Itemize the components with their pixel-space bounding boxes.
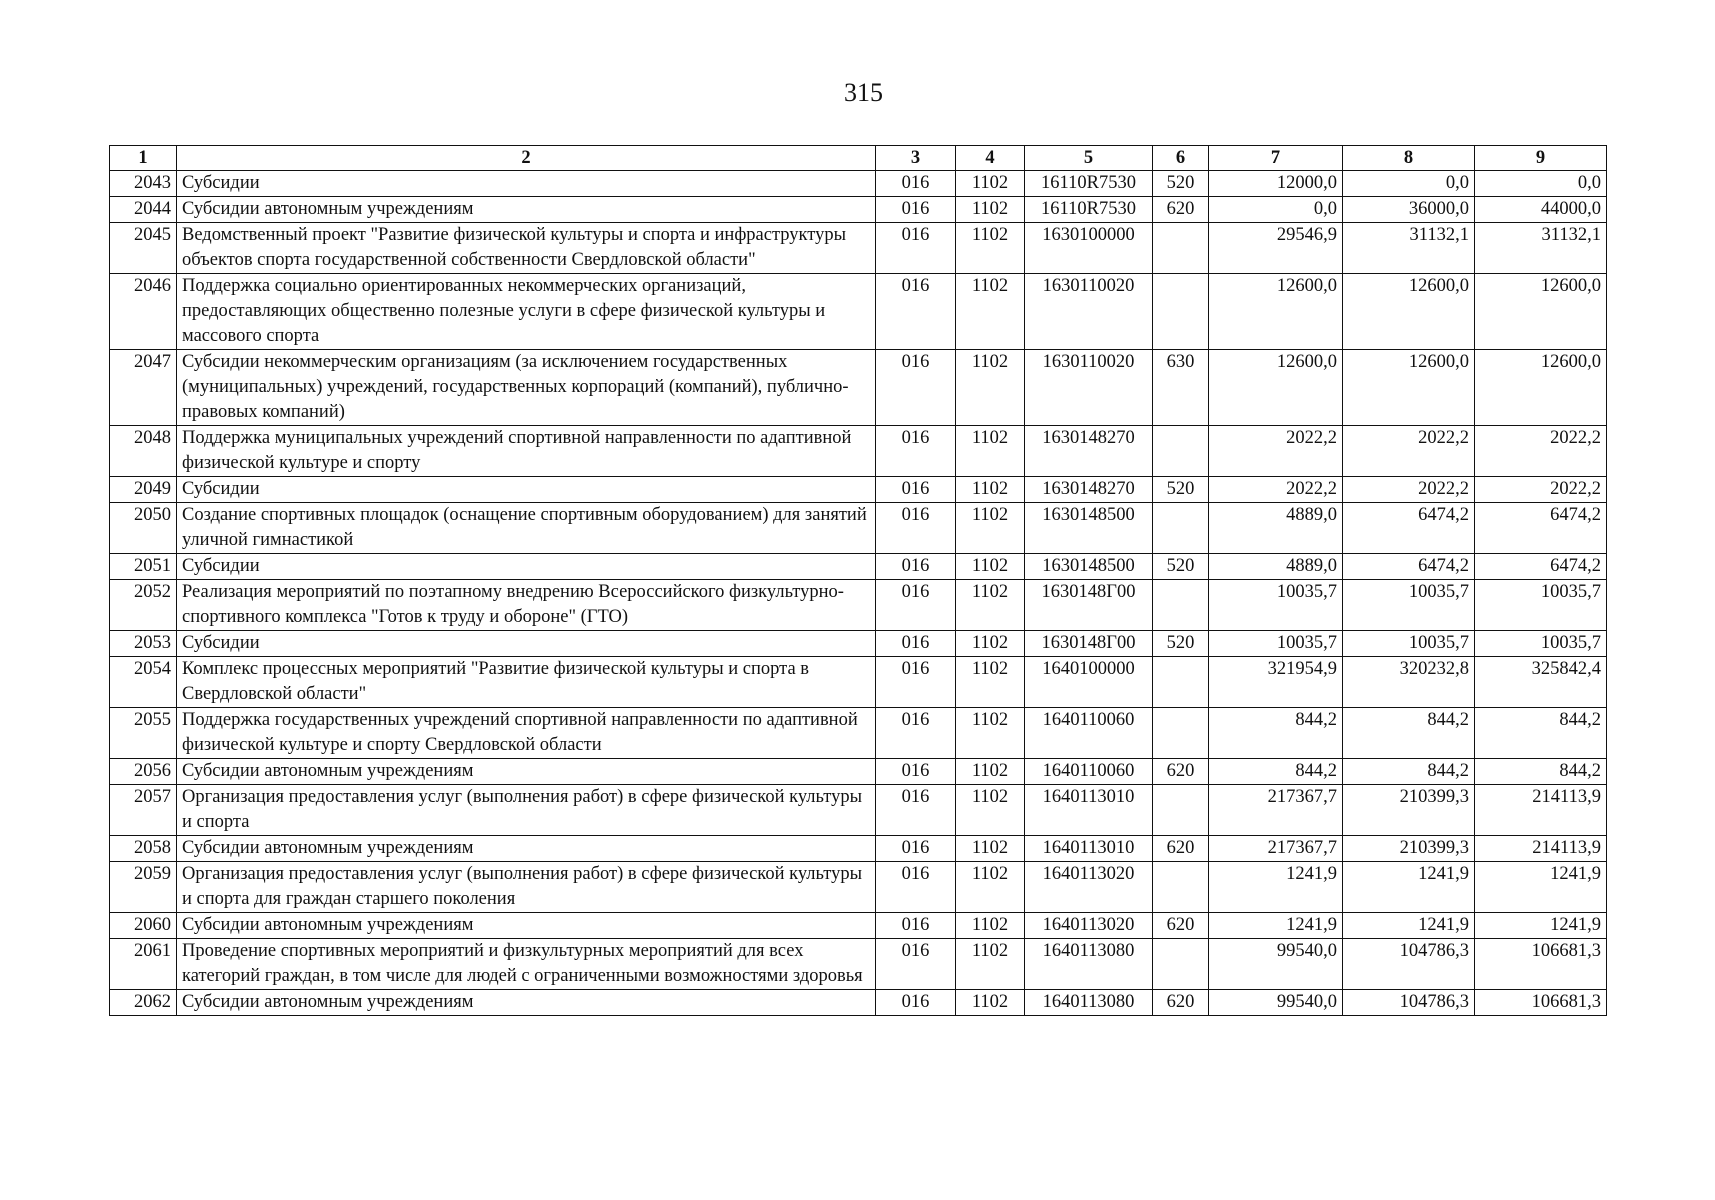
- cell-amount-9: 6474,2: [1475, 503, 1607, 554]
- cell-amount-8: 6474,2: [1343, 554, 1475, 580]
- cell-code-6: 520: [1153, 554, 1209, 580]
- column-header-6: 6: [1153, 146, 1209, 171]
- cell-code-4: 1102: [956, 759, 1025, 785]
- cell-amount-8: 2022,2: [1343, 426, 1475, 477]
- row-number: 2055: [110, 708, 177, 759]
- cell-amount-7: 321954,9: [1209, 657, 1343, 708]
- cell-code-4: 1102: [956, 554, 1025, 580]
- cell-code-3: 016: [876, 223, 956, 274]
- cell-amount-7: 10035,7: [1209, 631, 1343, 657]
- cell-code-3: 016: [876, 836, 956, 862]
- cell-amount-8: 844,2: [1343, 759, 1475, 785]
- table-row: [110, 990, 1607, 1016]
- cell-code-5: 1640113020: [1025, 862, 1153, 913]
- row-number: 2059: [110, 862, 177, 913]
- page-number: 315: [844, 78, 883, 107]
- cell-code-4: 1102: [956, 197, 1025, 223]
- cell-code-5: 1630110020: [1025, 274, 1153, 350]
- cell-code-6: [1153, 939, 1209, 990]
- cell-code-5: 16110R7530: [1025, 197, 1153, 223]
- cell-amount-7: 99540,0: [1209, 990, 1343, 1016]
- cell-code-4: 1102: [956, 631, 1025, 657]
- row-number: 2061: [110, 939, 177, 990]
- cell-amount-7: 1241,9: [1209, 862, 1343, 913]
- table-row: [110, 554, 1607, 580]
- cell-amount-9: 44000,0: [1475, 197, 1607, 223]
- row-number: 2048: [110, 426, 177, 477]
- table-row: [110, 708, 1607, 759]
- cell-code-5: 1630148Г00: [1025, 580, 1153, 631]
- cell-code-3: 016: [876, 274, 956, 350]
- row-number: 2054: [110, 657, 177, 708]
- column-header-3: 3: [876, 146, 956, 171]
- cell-code-3: 016: [876, 708, 956, 759]
- row-name: Субсидии автономным учреждениям: [177, 759, 876, 785]
- cell-amount-7: 99540,0: [1209, 939, 1343, 990]
- cell-code-6: 620: [1153, 197, 1209, 223]
- cell-code-6: [1153, 580, 1209, 631]
- table-row: [110, 785, 1607, 836]
- cell-code-6: [1153, 785, 1209, 836]
- cell-amount-7: 844,2: [1209, 759, 1343, 785]
- cell-code-6: [1153, 426, 1209, 477]
- cell-amount-7: 1241,9: [1209, 913, 1343, 939]
- column-header-9: 9: [1475, 146, 1607, 171]
- table-row: [110, 631, 1607, 657]
- cell-code-3: 016: [876, 631, 956, 657]
- row-number: 2058: [110, 836, 177, 862]
- cell-amount-8: 320232,8: [1343, 657, 1475, 708]
- cell-code-6: 520: [1153, 477, 1209, 503]
- table-body: [110, 171, 1607, 1016]
- row-number: 2046: [110, 274, 177, 350]
- row-number: 2047: [110, 350, 177, 426]
- row-number: 2049: [110, 477, 177, 503]
- cell-amount-7: 12600,0: [1209, 350, 1343, 426]
- cell-amount-8: 1241,9: [1343, 862, 1475, 913]
- table-row: [110, 426, 1607, 477]
- row-name: Субсидии автономным учреждениям: [177, 836, 876, 862]
- row-number: 2051: [110, 554, 177, 580]
- cell-amount-9: 844,2: [1475, 708, 1607, 759]
- cell-code-5: 1640100000: [1025, 657, 1153, 708]
- cell-code-3: 016: [876, 913, 956, 939]
- table-row: [110, 503, 1607, 554]
- cell-amount-8: 10035,7: [1343, 580, 1475, 631]
- cell-amount-8: 6474,2: [1343, 503, 1475, 554]
- cell-code-3: 016: [876, 759, 956, 785]
- cell-code-5: 1640110060: [1025, 759, 1153, 785]
- table-row: [110, 939, 1607, 990]
- cell-code-6: [1153, 862, 1209, 913]
- row-name: Поддержка социально ориентированных некоммерческих организаций, предоставляющих общественно полезные услуги в сфере физической культуры и массового спорта: [177, 274, 876, 350]
- cell-amount-9: 12600,0: [1475, 274, 1607, 350]
- cell-code-6: 620: [1153, 759, 1209, 785]
- cell-amount-9: 1241,9: [1475, 913, 1607, 939]
- column-header-7: 7: [1209, 146, 1343, 171]
- table-row: [110, 197, 1607, 223]
- cell-amount-9: 325842,4: [1475, 657, 1607, 708]
- cell-amount-9: 214113,9: [1475, 785, 1607, 836]
- cell-amount-9: 106681,3: [1475, 939, 1607, 990]
- cell-code-5: 1630148500: [1025, 503, 1153, 554]
- cell-amount-9: 1241,9: [1475, 862, 1607, 913]
- cell-code-4: 1102: [956, 477, 1025, 503]
- cell-amount-7: 0,0: [1209, 197, 1343, 223]
- row-name: Субсидии автономным учреждениям: [177, 197, 876, 223]
- cell-amount-7: 844,2: [1209, 708, 1343, 759]
- cell-code-5: 1630148270: [1025, 426, 1153, 477]
- cell-code-3: 016: [876, 350, 956, 426]
- table-row: [110, 477, 1607, 503]
- cell-code-6: 620: [1153, 990, 1209, 1016]
- cell-code-4: 1102: [956, 657, 1025, 708]
- cell-code-3: 016: [876, 939, 956, 990]
- cell-code-3: 016: [876, 426, 956, 477]
- column-header-1: 1: [110, 146, 177, 171]
- cell-code-6: [1153, 657, 1209, 708]
- row-name: Поддержка государственных учреждений спортивной направленности по адаптивной физической культуре и спорту Свердловской области: [177, 708, 876, 759]
- cell-code-4: 1102: [956, 274, 1025, 350]
- cell-amount-7: 2022,2: [1209, 426, 1343, 477]
- cell-amount-7: 29546,9: [1209, 223, 1343, 274]
- cell-code-3: 016: [876, 580, 956, 631]
- cell-code-3: 016: [876, 862, 956, 913]
- cell-code-6: [1153, 223, 1209, 274]
- column-header-2: 2: [177, 146, 876, 171]
- table-header: [110, 146, 1607, 171]
- row-name: Реализация мероприятий по поэтапному внедрению Всероссийского физкультурно-спортивного комплекса "Готов к труду и обороне" (ГТО): [177, 580, 876, 631]
- row-name: Организация предоставления услуг (выполнения работ) в сфере физической культуры и спорта для граждан старшего поколения: [177, 862, 876, 913]
- cell-amount-8: 844,2: [1343, 708, 1475, 759]
- cell-amount-7: 217367,7: [1209, 785, 1343, 836]
- table-row: [110, 274, 1607, 350]
- cell-code-3: 016: [876, 990, 956, 1016]
- table-row: [110, 223, 1607, 274]
- row-name: Субсидии: [177, 631, 876, 657]
- cell-amount-7: 217367,7: [1209, 836, 1343, 862]
- cell-code-4: 1102: [956, 426, 1025, 477]
- column-header-4: 4: [956, 146, 1025, 171]
- table-row: [110, 862, 1607, 913]
- column-header-8: 8: [1343, 146, 1475, 171]
- cell-amount-9: 2022,2: [1475, 426, 1607, 477]
- cell-amount-9: 31132,1: [1475, 223, 1607, 274]
- row-number: 2052: [110, 580, 177, 631]
- cell-amount-7: 2022,2: [1209, 477, 1343, 503]
- cell-code-4: 1102: [956, 939, 1025, 990]
- cell-amount-8: 1241,9: [1343, 913, 1475, 939]
- row-name: Проведение спортивных мероприятий и физкультурных мероприятий для всех категорий граждан, в том числе для людей с ограниченными возможностями здоровья: [177, 939, 876, 990]
- cell-code-5: 16110R7530: [1025, 171, 1153, 197]
- row-number: 2050: [110, 503, 177, 554]
- table-row: [110, 171, 1607, 197]
- cell-code-6: 620: [1153, 836, 1209, 862]
- row-number: 2044: [110, 197, 177, 223]
- cell-amount-9: 844,2: [1475, 759, 1607, 785]
- cell-amount-7: 4889,0: [1209, 503, 1343, 554]
- cell-amount-7: 12000,0: [1209, 171, 1343, 197]
- cell-code-4: 1102: [956, 836, 1025, 862]
- cell-amount-8: 104786,3: [1343, 990, 1475, 1016]
- cell-code-5: 1630148Г00: [1025, 631, 1153, 657]
- cell-code-6: 520: [1153, 171, 1209, 197]
- cell-amount-8: 2022,2: [1343, 477, 1475, 503]
- cell-amount-8: 210399,3: [1343, 785, 1475, 836]
- row-name: Субсидии: [177, 171, 876, 197]
- cell-amount-8: 36000,0: [1343, 197, 1475, 223]
- row-name: Субсидии: [177, 554, 876, 580]
- cell-code-5: 1630110020: [1025, 350, 1153, 426]
- table-row: [110, 759, 1607, 785]
- column-header-5: 5: [1025, 146, 1153, 171]
- cell-code-4: 1102: [956, 223, 1025, 274]
- cell-code-3: 016: [876, 171, 956, 197]
- cell-code-3: 016: [876, 477, 956, 503]
- budget-table: [109, 145, 1607, 1016]
- cell-amount-8: 31132,1: [1343, 223, 1475, 274]
- cell-code-6: 620: [1153, 913, 1209, 939]
- table-row: [110, 836, 1607, 862]
- cell-amount-8: 12600,0: [1343, 350, 1475, 426]
- cell-code-4: 1102: [956, 990, 1025, 1016]
- cell-code-5: 1640113080: [1025, 939, 1153, 990]
- row-name: Субсидии автономным учреждениям: [177, 990, 876, 1016]
- cell-code-6: [1153, 503, 1209, 554]
- cell-code-3: 016: [876, 554, 956, 580]
- cell-amount-9: 2022,2: [1475, 477, 1607, 503]
- header-row: [110, 146, 1607, 171]
- cell-code-6: [1153, 274, 1209, 350]
- cell-code-4: 1102: [956, 350, 1025, 426]
- cell-code-4: 1102: [956, 503, 1025, 554]
- row-name: Субсидии автономным учреждениям: [177, 913, 876, 939]
- cell-code-5: 1630148500: [1025, 554, 1153, 580]
- cell-amount-8: 10035,7: [1343, 631, 1475, 657]
- cell-code-4: 1102: [956, 862, 1025, 913]
- cell-code-4: 1102: [956, 913, 1025, 939]
- row-number: 2053: [110, 631, 177, 657]
- cell-amount-9: 10035,7: [1475, 631, 1607, 657]
- table-row: [110, 580, 1607, 631]
- row-number: 2056: [110, 759, 177, 785]
- cell-code-6: [1153, 708, 1209, 759]
- row-name: Поддержка муниципальных учреждений спортивной направленности по адаптивной физической культуре и спорту: [177, 426, 876, 477]
- cell-code-5: 1640110060: [1025, 708, 1153, 759]
- cell-code-5: 1640113080: [1025, 990, 1153, 1016]
- cell-amount-7: 4889,0: [1209, 554, 1343, 580]
- cell-amount-8: 12600,0: [1343, 274, 1475, 350]
- row-name: Ведомственный проект "Развитие физической культуры и спорта и инфраструктуры объектов спорта государственной собственности Свердловской области": [177, 223, 876, 274]
- cell-code-4: 1102: [956, 785, 1025, 836]
- row-name: Комплекс процессных мероприятий "Развитие физической культуры и спорта в Свердловской области": [177, 657, 876, 708]
- cell-amount-8: 104786,3: [1343, 939, 1475, 990]
- cell-code-3: 016: [876, 503, 956, 554]
- row-name: Субсидии некоммерческим организациям (за исключением государственных (муниципальных) учреждений, государственных корпораций (компаний), публично-правовых компаний): [177, 350, 876, 426]
- cell-amount-9: 106681,3: [1475, 990, 1607, 1016]
- row-number: 2057: [110, 785, 177, 836]
- table-row: [110, 913, 1607, 939]
- cell-code-4: 1102: [956, 171, 1025, 197]
- cell-code-5: 1640113020: [1025, 913, 1153, 939]
- cell-code-3: 016: [876, 785, 956, 836]
- row-name: Организация предоставления услуг (выполнения работ) в сфере физической культуры и спорта: [177, 785, 876, 836]
- row-number: 2062: [110, 990, 177, 1016]
- cell-code-3: 016: [876, 657, 956, 708]
- cell-code-4: 1102: [956, 580, 1025, 631]
- cell-code-4: 1102: [956, 708, 1025, 759]
- cell-amount-8: 210399,3: [1343, 836, 1475, 862]
- table-row: [110, 657, 1607, 708]
- cell-amount-9: 0,0: [1475, 171, 1607, 197]
- cell-amount-8: 0,0: [1343, 171, 1475, 197]
- cell-code-6: 520: [1153, 631, 1209, 657]
- row-name: Создание спортивных площадок (оснащение спортивным оборудованием) для занятий уличной гимнастикой: [177, 503, 876, 554]
- cell-amount-7: 10035,7: [1209, 580, 1343, 631]
- table-row: [110, 350, 1607, 426]
- row-number: 2043: [110, 171, 177, 197]
- cell-code-5: 1640113010: [1025, 836, 1153, 862]
- cell-code-5: 1630148270: [1025, 477, 1153, 503]
- row-number: 2045: [110, 223, 177, 274]
- cell-code-5: 1640113010: [1025, 785, 1153, 836]
- cell-amount-7: 12600,0: [1209, 274, 1343, 350]
- cell-amount-9: 10035,7: [1475, 580, 1607, 631]
- row-number: 2060: [110, 913, 177, 939]
- cell-amount-9: 12600,0: [1475, 350, 1607, 426]
- cell-code-6: 630: [1153, 350, 1209, 426]
- cell-amount-9: 214113,9: [1475, 836, 1607, 862]
- row-name: Субсидии: [177, 477, 876, 503]
- cell-code-5: 1630100000: [1025, 223, 1153, 274]
- cell-amount-9: 6474,2: [1475, 554, 1607, 580]
- cell-code-3: 016: [876, 197, 956, 223]
